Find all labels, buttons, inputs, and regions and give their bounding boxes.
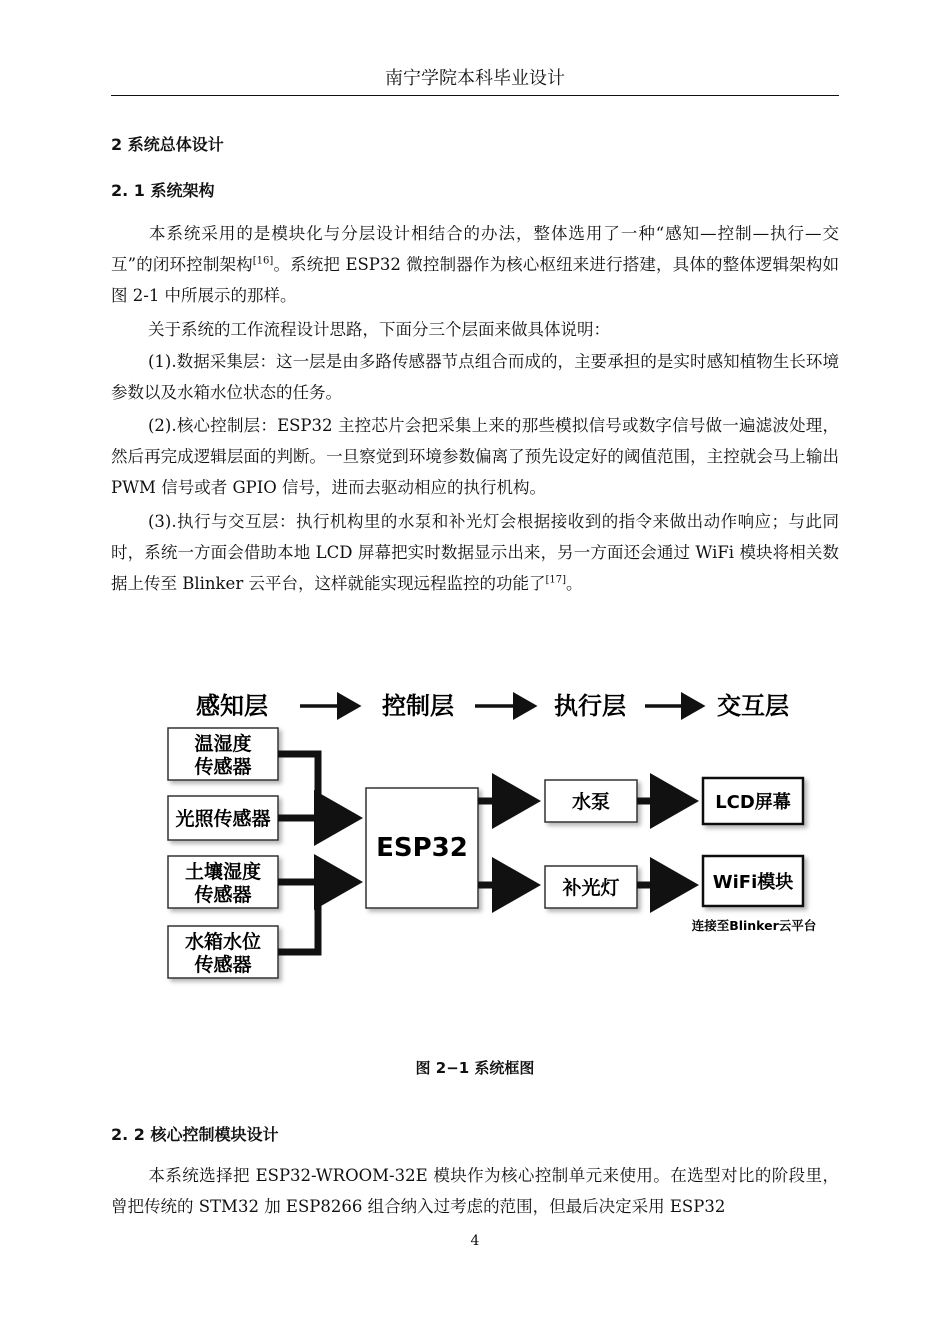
sensor-box-water-level [168, 926, 278, 978]
interface-box-wifi [703, 856, 803, 906]
interface-label-wifi: WiFi模块 [712, 872, 794, 893]
paragraph-5-text-a: (3).执行与交互层：执行机构里的水泵和补光灯会根据接收到的指令来做出动作响应；与此同时，系统一方面会借助本地 LCD 屏幕把实时数据显示出来，另一方面还会通过 WiFi 模块将相关数据上传至 Blinker 云平台，这样就能实现远程监控的功能了 [111, 512, 839, 593]
system-block-diagram [150, 670, 840, 990]
paragraph-3 [111, 346, 839, 408]
sensor-label-water-2: 传感器 [194, 954, 252, 976]
section-2-1-heading: 2. 1 系统架构 [111, 181, 215, 200]
page-header: 南宁学院本科毕业设计 [385, 68, 565, 89]
paragraph-1-text-b: 。系统把 ESP32 微控制器作为核心枢纽来进行搭建，具体的整体逻辑架构如图 2-1 中所展示的那样。 [111, 255, 840, 305]
layer-title-execution: 执行层 [554, 692, 626, 720]
actuator-label-light: 补光灯 [562, 877, 620, 899]
paragraph-6-text: 本系统选择把 ESP32-WROOM-32E 模块作为核心控制单元来使用。在选型对比的阶段里，曾把传统的 STM32 加 ESP8266 组合纳入过考虑的范围，但最后决定采用 ESP32 [111, 1166, 839, 1216]
layer-title-control: 控制层 [382, 692, 454, 720]
layer-title-perception: 感知层 [196, 692, 268, 720]
sensor-label-water-1: 水箱水位 [184, 931, 262, 953]
figure-caption: 图 2−1 系统框图 [415, 1059, 535, 1077]
paragraph-5-text-b: 。 [565, 574, 583, 593]
paragraph-1-text-a: 本系统采用的是模块化与分层设计相结合的办法，整体选用了一种“感知—控制—执行—交互”的闭环控制架构 [111, 224, 839, 274]
esp32-label: ESP32 [376, 833, 468, 863]
esp32-controller-box [366, 788, 478, 908]
layer-title-interaction: 交互层 [717, 692, 789, 720]
page-number: 4 [470, 1233, 480, 1249]
cloud-platform-note: 连接至Blinker云平台 [691, 918, 817, 933]
sensor-label-light: 光照传感器 [175, 808, 271, 830]
paragraph-3-text: (1).数据采集层：这一层是由多路传感器节点组合而成的，主要承担的是实时感知植物生长环境参数以及水箱水位状态的任务。 [111, 352, 839, 402]
paragraph-1 [111, 218, 839, 311]
sensor-box-light [168, 796, 278, 840]
sensor-box-soil-moisture [168, 856, 278, 908]
sensor-box-temp-humidity [168, 728, 278, 780]
citation-17: [17] [545, 574, 566, 586]
sensor-label-soil-1: 土壤湿度 [184, 861, 262, 883]
header-rule [111, 95, 839, 96]
interface-box-lcd [703, 778, 803, 824]
actuator-box-light [545, 866, 637, 908]
section-2-2-heading: 2. 2 核心控制模块设计 [111, 1125, 279, 1144]
interface-label-lcd: LCD屏幕 [715, 792, 791, 813]
actuator-box-pump [545, 780, 637, 822]
sensor-label-soil-2: 传感器 [194, 884, 252, 906]
paragraph-4 [111, 410, 839, 503]
sensor-label-temp-humidity-2: 传感器 [194, 756, 252, 778]
paragraph-5 [111, 506, 839, 599]
paragraph-2 [111, 314, 839, 345]
section-2-heading: 2 系统总体设计 [111, 135, 224, 154]
citation-16: [16] [252, 255, 274, 267]
paragraph-4-text: (2).核心控制层：ESP32 主控芯片会把采集上来的那些模拟信号或数字信号做一遍滤波处理，然后再完成逻辑层面的判断。一旦察觉到环境参数偏离了预先设定好的阈值范围，主控就会马上输出 PWM 信号或者 GPIO 信号，进而去驱动相应的执行机构。 [111, 416, 839, 497]
sensor-connectors [278, 754, 318, 952]
actuator-label-pump: 水泵 [571, 791, 611, 813]
paragraph-6 [111, 1160, 839, 1222]
paragraph-2-text: 关于系统的工作流程设计思路，下面分三个层面来做具体说明： [148, 320, 610, 339]
sensor-label-temp-humidity-1: 温湿度 [194, 733, 252, 755]
